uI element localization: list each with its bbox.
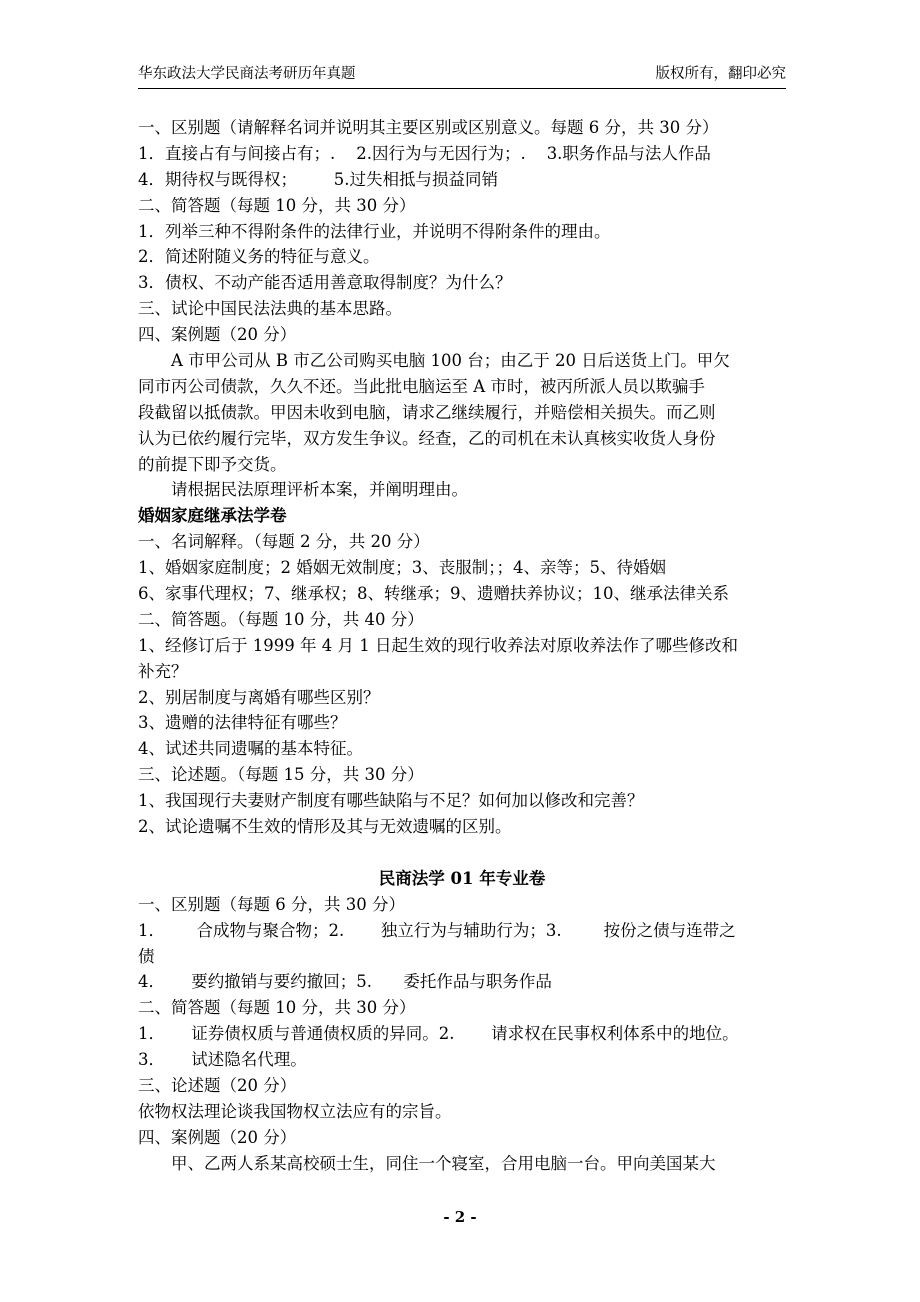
- case-paragraph-line: 同市丙公司债款，久久不还。当此批电脑运至 A 市时，被丙所派人员以欺骗手: [138, 376, 705, 396]
- section-heading: 三、试论中国民法法典的基本思路。: [138, 299, 402, 319]
- question-line: 4．期待权与既得权； 5.过失相抵与损益同销: [138, 169, 498, 189]
- header-rule: [138, 88, 786, 89]
- blank-line: [138, 840, 786, 866]
- question-line: 2、试论遗嘱不生效的情形及其与无效遗嘱的区别。: [138, 817, 512, 837]
- document-body: [138, 115, 786, 1177]
- section-heading: 三、论述题（20 分）: [138, 1075, 297, 1095]
- case-paragraph-line: 段截留以抵债款。甲因未收到电脑，请求乙继续履行，并赔偿相关损失。而乙则: [138, 402, 716, 422]
- section-heading: 一、区别题（请解释名词并说明其主要区别或区别意义。每题 6 分，共 30 分）: [138, 118, 719, 137]
- question-line: 2．简述附随义务的特征与意义。: [138, 247, 380, 267]
- question-line: 1．直接占有与间接占有；. 2.因行为与无因行为；. 3.职务作品与法人作品: [138, 143, 711, 163]
- page-number: - 2 -: [443, 1208, 477, 1226]
- question-line: 2、别居制度与离婚有哪些区别？: [138, 687, 380, 707]
- question-line: 依物权法理论谈我国物权立法应有的宗旨。: [138, 1101, 452, 1121]
- header-title: 华东政法大学民商法考研历年真题: [138, 66, 356, 82]
- section-heading: 二、简答题（每题 10 分，共 30 分）: [138, 195, 416, 215]
- case-paragraph-line: 甲、乙两人系某高校硕士生，同住一个寝室，合用电脑一台。甲向美国某大: [171, 1153, 716, 1173]
- exam-title: 民商法学 01 年专业卷: [378, 868, 546, 888]
- case-paragraph-line: 的前提下即予交货。: [138, 454, 287, 474]
- header-copyright: 版权所有，翻印必究: [655, 66, 786, 82]
- question-line: 4、试述共同遗嘱的基本特征。: [138, 739, 363, 759]
- question-line: 1． 证券债权质与普通债权质的异同。2. 请求权在民事权利体系中的地位。: [138, 1024, 739, 1044]
- question-line: 补充？: [138, 661, 188, 681]
- question-line: 1． 合成物与聚合物；2. 独立行为与辅助行为；3. 按份之债与连带之: [138, 920, 736, 940]
- section-heading: 一、名词解释。（每题 2 分，共 20 分）: [138, 532, 430, 552]
- question-line: 1．列举三种不得附条件的法律行业，并说明不得附条件的理由。: [138, 221, 611, 241]
- case-paragraph-line: 认为已依约履行完毕，双方发生争议。经查，乙的司机在未认真核实收货人身份: [138, 428, 716, 448]
- section-heading: 二、简答题。（每题 10 分，共 40 分）: [138, 609, 424, 629]
- question-line: 6、家事代理权；7、继承权；8、转继承；9、遗赠扶养协议；10、继承法律关系: [138, 584, 729, 604]
- case-paragraph-line: A 市甲公司从 B 市乙公司购买电脑 100 台；由乙于 20 日后送货上门。甲欠: [171, 351, 730, 371]
- question-line: 1、婚姻家庭制度；2 婚姻无效制度；3、丧服制；；4、亲等；5、待婚姻: [138, 558, 666, 578]
- question-line: 3．债权、不动产能否适用善意取得制度？为什么？: [138, 273, 512, 293]
- question-line: 3． 试述隐名代理。: [138, 1050, 307, 1070]
- section-heading: 三、论述题。（每题 15 分，共 30 分）: [138, 765, 424, 785]
- question-line: 4． 要约撤销与要约撤回；5. 委托作品与职务作品: [138, 972, 552, 992]
- question-line: 1、经修订后于 1999 年 4 月 1 日起生效的现行收养法对原收养法作了哪些修改和: [138, 635, 738, 655]
- case-instruction: 请根据民法原理评析本案，并阐明理由。: [171, 480, 468, 500]
- section-heading: 四、案例题（20 分）: [138, 1127, 297, 1147]
- question-line: 债: [138, 946, 155, 966]
- question-line: 1、我国现行夫妻财产制度有哪些缺陷与不足？如何加以修改和完善？: [138, 791, 644, 811]
- section-heading: 一、区别题（每题 6 分，共 30 分）: [138, 894, 405, 914]
- question-line: 3、遗赠的法律特征有哪些？: [138, 713, 347, 733]
- page-header: [138, 62, 786, 86]
- section-heading: 二、简答题（每题 10 分，共 30 分）: [138, 998, 416, 1018]
- exam-title: 婚姻家庭继承法学卷: [138, 506, 287, 526]
- section-heading: 四、案例题（20 分）: [138, 325, 297, 345]
